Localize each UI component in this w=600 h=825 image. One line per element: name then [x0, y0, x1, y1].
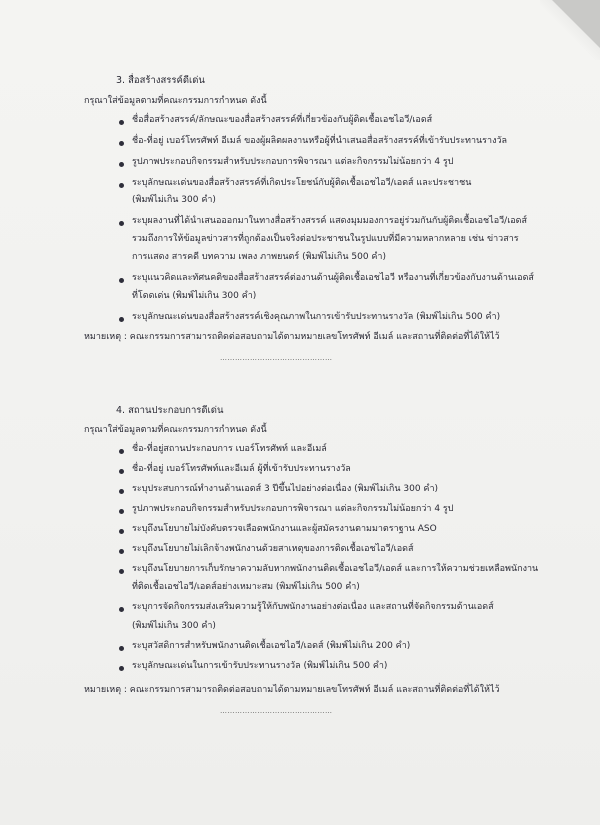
list-item: ชื่อ-ที่อยู่ เบอร์โทรศัพท์และอีเมล์ ผู้ที่เข้ารับประทานรางวัล [132, 464, 351, 474]
list-item: ชื่อสื่อสร้างสรรค์/ลักษณะของสื่อสร้างสรรค์ที่เกี่ยวข้องกับผู้ติดเชื้อเอชไอวี/เอดส์ [132, 115, 433, 125]
page-fold-corner [552, 0, 600, 48]
list-item-continuation: ที่โดดเด่น (พิมพ์ไม่เกิน 300 คำ) [132, 291, 257, 301]
list-item: ระบุลักษณะเด่นของสื่อสร้างสรรค์เชิงคุณภาพในการเข้ารับประทานรางวัล (พิมพ์ไม่เกิน 500 คำ) [132, 312, 501, 322]
list-item: ระบุถึงนโยบายไม่บังคับตรวจเลือดพนักงานและผู้สมัครงานตามมาตราฐาน ASO [132, 524, 437, 534]
bullet-icon [119, 529, 124, 534]
list-item: ระบุลักษณะเด่นในการเข้ารับประทานรางวัล (พิมพ์ไม่เกิน 500 คำ) [132, 661, 388, 671]
list-item: ระบุผลงานที่ได้นำเสนอออกมาในทางสื่อสร้างสรรค์ แสดงมุมมองการอยู่ร่วมกันกับผู้ติดเชื้อเอชไอวี/เอดส์ [132, 216, 528, 226]
bullet-icon [119, 489, 124, 494]
bullet-icon [119, 120, 124, 125]
section3-intro: กรุณาใส่ข้อมูลตามที่คณะกรรมการกำหนด ดังนี้ [84, 96, 267, 106]
bullet-icon [119, 317, 124, 322]
list-item-continuation: การแสดง สารคดี บทความ เพลง ภาพยนตร์ (พิมพ์ไม่เกิน 500 คำ) [132, 252, 386, 262]
list-item: ระบุการจัดกิจกรรมส่งเสริมความรู้ให้กับพนักงานอย่างต่อเนื่อง และสถานที่จัดกิจกรรมด้านเอดส์ [132, 602, 494, 612]
bullet-icon [119, 162, 124, 167]
bullet-icon [119, 646, 124, 651]
list-item: ชื่อ-ที่อยู่ เบอร์โทรศัพท์ อีเมล์ ของผู้ผลิตผลงานหรือผู้ที่นำเสนอสื่อสร้างสรรค์ที่เข้ารับประทานรางวัล [132, 136, 508, 146]
list-item: ระบุถึงนโยบายไม่เลิกจ้างพนักงานด้วยสาเหตุของการติดเชื้อเอชไอวี/เอดส์ [132, 544, 414, 554]
section4-note: หมายเหตุ : คณะกรรมการสามารถติดต่อสอบถามได้ตามหมายเลขโทรศัพท์ อีเมล์ และสถานที่ติดต่อที่ได้ให้ไว้ [84, 685, 500, 695]
bullet-icon [119, 607, 124, 612]
bullet-icon [119, 469, 124, 474]
list-item: ระบุแนวคิดและทัศนคติของสื่อสร้างสรรค์ต่องานด้านผู้ติดเชื้อเอชไอวี หรืองานที่เกี่ยวข้องกับงานด้านเอดส์ [132, 273, 534, 283]
list-item: รูปภาพประกอบกิจกรรมสำหรับประกอบการพิจารณา แต่ละกิจกรรมไม่น้อยกว่า 4 รูป [132, 157, 454, 167]
list-item-continuation: (พิมพ์ไม่เกิน 300 คำ) [132, 621, 216, 631]
bullet-icon [119, 569, 124, 574]
bullet-icon [119, 549, 124, 554]
bullet-icon [119, 141, 124, 146]
list-item-continuation: (พิมพ์ไม่เกิน 300 คำ) [132, 195, 216, 205]
list-item: ระบุถึงนโยบายการเก็บรักษาความลับหากพนักงานติดเชื้อเอชไอวี/เอดส์ และการให้ความช่วยเหลือพนักงาน [132, 564, 539, 574]
list-item: ระบุสวัสดิการสำหรับพนักงานติดเชื้อเอชไอวี/เอดส์ (พิมพ์ไม่เกิน 200 คำ) [132, 641, 411, 651]
bullet-icon [119, 183, 124, 188]
list-item: รูปภาพประกอบกิจกรรมสำหรับประกอบการพิจารณา แต่ละกิจกรรมไม่น้อยกว่า 4 รูป [132, 504, 454, 514]
list-item-continuation: รวมถึงการให้ข้อมูลข่าวสารที่ถูกต้องเป็นจริงต่อประชาชนในรูปแบบที่มีความหลากหลาย เช่น ข่าวสาร [132, 234, 519, 244]
section3-heading: 3. สื่อสร้างสรรค์ดีเด่น [116, 75, 205, 86]
section3-note: หมายเหตุ : คณะกรรมการสามารถติดต่อสอบถามได้ตามหมายเลขโทรศัพท์ อีเมล์ และสถานที่ติดต่อที่ได้ให้ไว้ [84, 332, 500, 342]
bullet-icon [119, 278, 124, 283]
list-item: ชื่อ-ที่อยู่สถานประกอบการ เบอร์โทรศัพท์ และอีเมล์ [132, 444, 327, 454]
bullet-icon [119, 666, 124, 671]
bullet-icon [119, 449, 124, 454]
list-item: ระบุลักษณะเด่นของสื่อสร้างสรรค์ที่เกิดประโยชน์กับผู้ติดเชื้อเอชไอวี/เอดส์ และประชาชน [132, 178, 472, 188]
section4-separator: ……………………………………… [220, 707, 333, 715]
section3-separator: ……………………………………… [220, 354, 333, 362]
list-item: ระบุประสบการณ์ทำงานด้านเอดส์ 3 ปีขึ้นไปอย่างต่อเนื่อง (พิมพ์ไม่เกิน 300 คำ) [132, 484, 439, 494]
bullet-icon [119, 221, 124, 226]
section4-heading: 4. สถานประกอบการดีเด่น [116, 405, 224, 416]
list-item-continuation: ที่ติดเชื้อเอชไอวี/เอดส์อย่างเหมาะสม (พิมพ์ไม่เกิน 500 คำ) [132, 582, 360, 592]
section4-intro: กรุณาใส่ข้อมูลตามที่คณะกรรมการกำหนด ดังนี้ [84, 425, 267, 435]
bullet-icon [119, 509, 124, 514]
